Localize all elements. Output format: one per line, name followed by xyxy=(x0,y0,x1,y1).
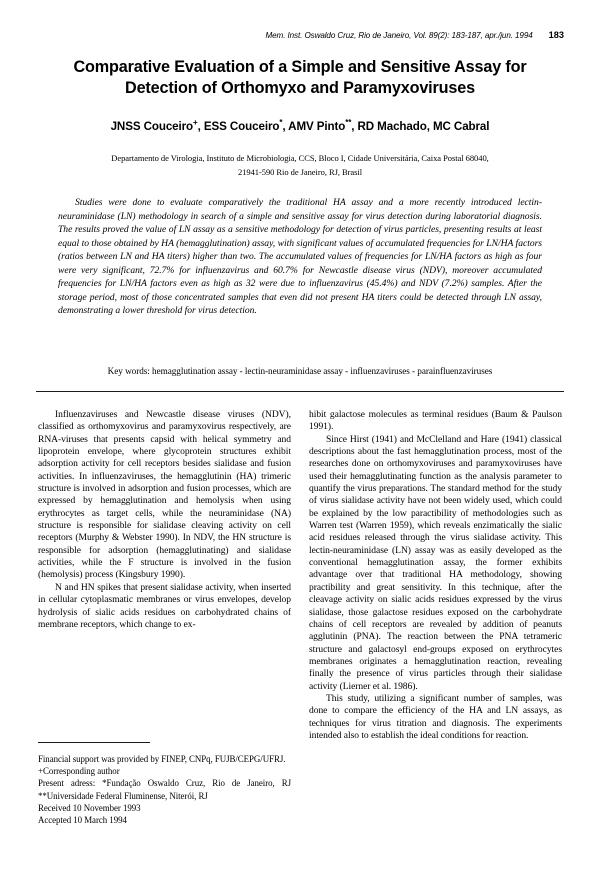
paragraph: Since Hirst (1941) and McClelland and Hare (1941) classical descriptions about the fast hemagglutination process, most of the researches done on orthomyxoviruses and paramyxoviruses have used their hemagglutinating function as the analysis parameter to quantify the virus preparations. The standard method for the study of virus sialidase activity have not been widely used, which could be explained by the low paractibility of methodologies such as Warren test (Warren 1959), which reveals enzimatically the sialic acid residues released through the virus sialidase activity. This lectin-neuraminidase (LN) assay was as easily developed as the conventional hemagglutination assay, the former exhibits advantage over that traditional HA methodology, showing practibility and great sensitivity. In this technique, after the cleavage activity on sialic acids residues expressed by the virus sialidase, those galactose residues exposed on the carbohydrate chains of cell receptors are revealed by addition of peanuts agglutinin (PNA). The reaction between the PNA tetrameric structure and galactosyl end-groups exposed on erythrocytes membranes originates a hemagglutination reaction, revealing finally the presence of virus particles through their sialidase activity (Lierner et al. 1986). xyxy=(309,433,562,692)
paragraph: Influenzaviruses and Newcastle disease viruses (NDV), classified as orthomyxovirus and paramyxovirus respectively, are RNA-viruses that presents capsid with helical symmetry and lipoprotein envelope, where glycoprotein structures exhibit adsorption activity for cell receptors besides sialidase and fusion activities. In influenzaviruses, the hemagglutinin (HA) trimeric structure is involved in adsorption and fusion processes, which are expressed by hemagglutination and hemolysis when using erythrocytes as target cells, while the neuraminidase (NA) structure is responsible for sialidase cleaving activity on cell receptors (Murphy & Webster 1990). In NDV, the HN structure is responsible for adsorption (hemagglutinating) and sialidase activities, while the F structure is involved in the fusion (hemolysis) process (Kingsbury 1990). xyxy=(38,409,291,581)
author-affiliation-marker: + xyxy=(193,118,198,128)
footnote-block xyxy=(38,742,291,826)
keywords: Key words: hemagglutination assay - lectin-neuraminidase assay - influenzaviruses - parainfluenzaviruses xyxy=(107,366,493,376)
body-column-right xyxy=(309,409,562,742)
accepted-date: Accepted 10 March 1994 xyxy=(38,815,127,826)
affiliation-line-2: 21941-590 Rio de Janeiro, RJ, Brasil xyxy=(237,166,363,177)
author-affiliation-marker: * xyxy=(279,118,283,128)
received-date: Received 10 November 1993 xyxy=(38,802,141,813)
paragraph: This study, utilizing a significant number of samples, was done to compare the efficiency of the HA and LN assays, as techniques for virus titration and diagnosis. The experiments intended also to establish the ideal conditions for reaction. xyxy=(309,692,562,741)
author-list xyxy=(40,120,560,133)
author-names: JNSS Couceiro+, ESS Couceiro*, AMV Pinto**, RD Machado, MC Cabral xyxy=(110,118,490,133)
affiliation-line-1: Departamento de Virologia, Instituto de Microbiologia, CCS, Bloco I, Cidade Universitária, Caixa Postal 68040, xyxy=(111,153,489,163)
abstract: Studies were done to evaluate comparatively the traditional HA assay and a more recently introduced lectin-neuraminidase (LN) methodology in search of a simple and sensitive assay for virus detection during laboratorial diagnosis. The results proved the value of LN assay as a sensitive methodology for detection of virus particles, presenting results at least equal to those obtained by HA (hemagglutination) assay, with significant values of accumulated frequencies for LN/HA factors (ratios between LN and HA titers) higher than two. The accumulated values of frequencies for LN/HA factors as high as four were very significant, 72.7% for influenzavirus and 60.7% for Newcastle disease virus (NDV), moreover accumulated frequencies for LN/HA factors even as high as 32 were due to influenzavirus (45.4%) and NDV (7.2%) samples. After the storage period, most of those concentrated samples that even did not present HA titers could be detected through LN assay, demonstrating a lower threshold for virus detection. xyxy=(58,197,542,317)
affiliation xyxy=(44,152,556,179)
corresponding-author-note: +Corresponding author xyxy=(38,766,120,777)
paragraph: N and HN spikes that present sialidase activity, when inserted in cellular cytoplasmatic membranes or virus envelopes, develop hydrolysis of sialic acids residues on carbohydrated chains of membrane receptors, which change to ex- xyxy=(38,581,291,630)
running-head xyxy=(36,30,564,40)
article-title: Comparative Evaluation of a Simple and Sensitive Assay for Detection of Orthomyxo and Paramyxoviruses xyxy=(73,58,527,97)
author-affiliation-marker: ** xyxy=(345,118,352,128)
footnote-divider xyxy=(38,742,150,743)
body-column-left xyxy=(38,409,291,631)
paragraph: hibit galactose molecules as terminal residues (Baum & Paulson 1991). xyxy=(309,409,562,433)
funding-note: Financial support was provided by FINEP, CNPq, FUJB/CEPG/UFRJ. xyxy=(38,754,286,764)
page-number: 183 xyxy=(548,30,564,40)
journal-citation: Mem. Inst. Oswaldo Cruz, Rio de Janeiro, Vol. 89(2): 183-187, apr./jun. 1994 xyxy=(265,31,533,40)
present-address-note: Present adress: *Fundação Oswaldo Cruz, Rio de Janeiro, RJ **Universidade Federal Fluminense, Niterói, RJ xyxy=(38,778,291,801)
header-divider xyxy=(36,391,564,392)
